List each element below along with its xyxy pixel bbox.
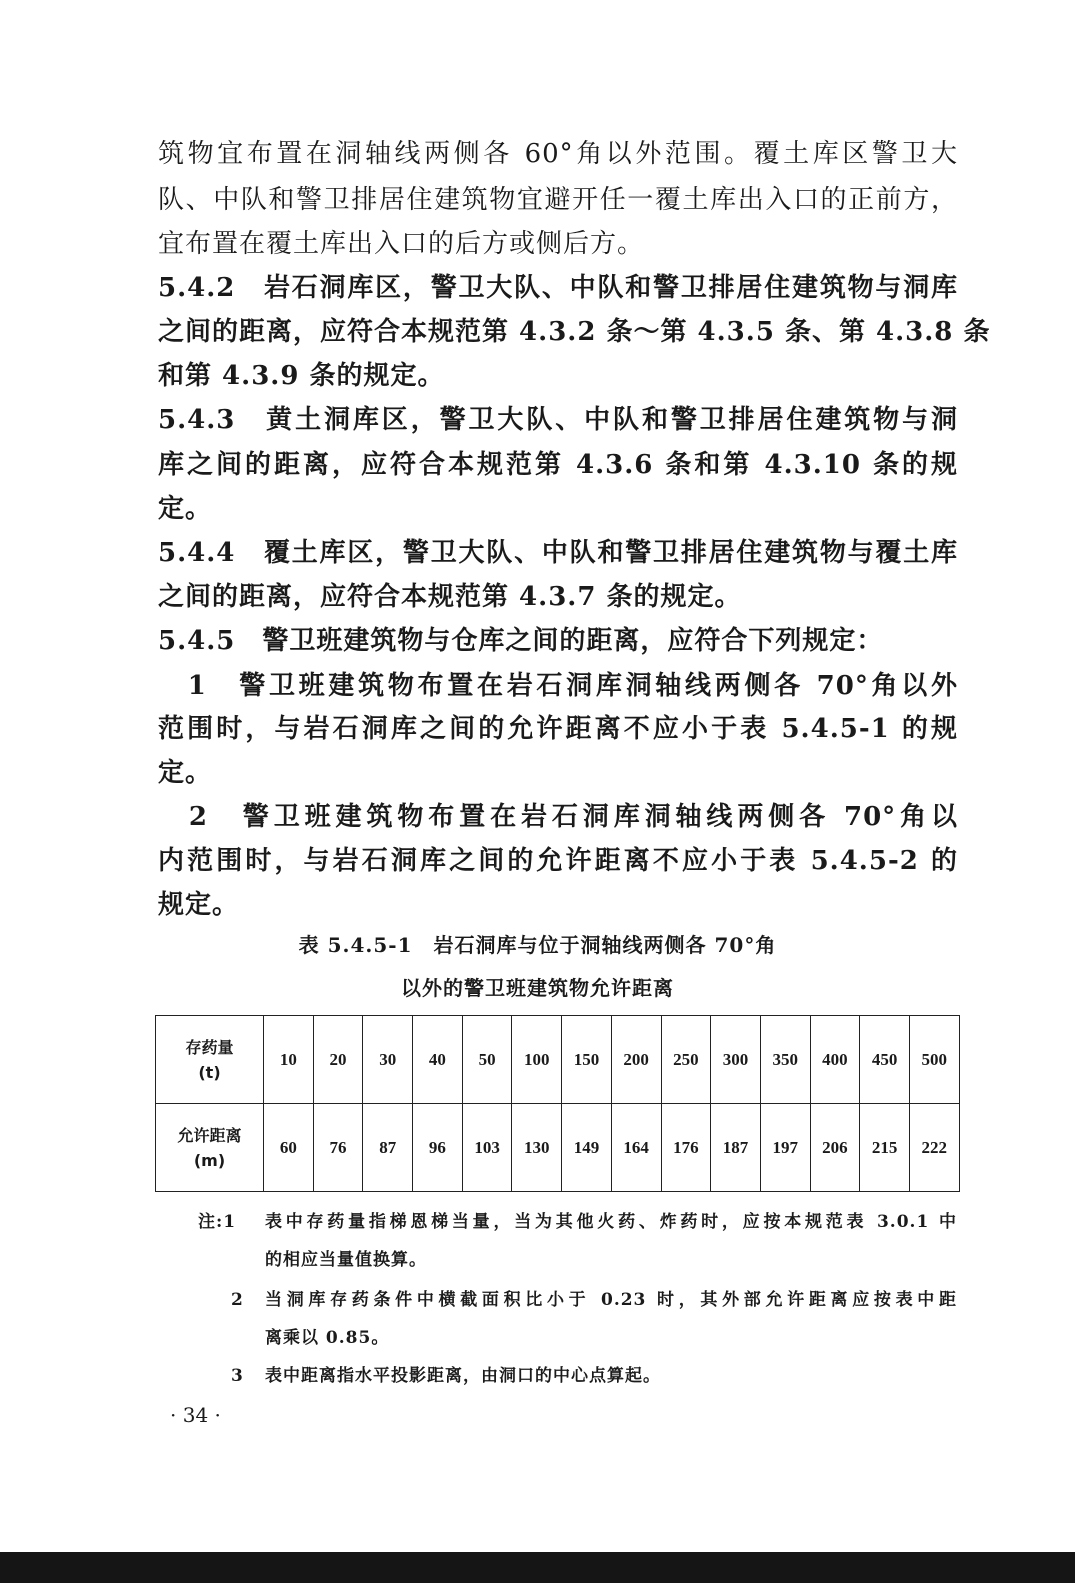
- table-cell: 206: [810, 1104, 860, 1192]
- notes-label: 注:1: [198, 1212, 237, 1232]
- table-cell: 60: [264, 1104, 314, 1192]
- table-cell: 400: [810, 1016, 860, 1104]
- table-cell: 222: [909, 1104, 959, 1192]
- table-cell: 176: [661, 1104, 711, 1192]
- note-3-number: 3: [231, 1366, 244, 1386]
- table-cell: 300: [711, 1016, 761, 1104]
- table-cell: 200: [611, 1016, 661, 1104]
- clause-5-4-2: 5.4.2 岩石洞库区，警卫大队、中队和警卫排居住建筑物与洞库: [158, 273, 958, 303]
- table-cell: 30: [363, 1016, 413, 1104]
- note-2-line-2: 离乘以 0.85。: [265, 1328, 390, 1348]
- item-1: 1 警卫班建筑物布置在岩石洞库洞轴线两侧各 70°角以外: [158, 671, 958, 701]
- table-cell: 103: [462, 1104, 512, 1192]
- row-header-text: 允许距离: [177, 1125, 242, 1145]
- body-line: 内范围时，与岩石洞库之间的允许距离不应小于表 5.4.5-2 的: [158, 846, 958, 876]
- table-cell: 450: [860, 1016, 910, 1104]
- table-cell: 150: [562, 1016, 612, 1104]
- item-2: 2 警卫班建筑物布置在岩石洞库洞轴线两侧各 70°角以: [158, 802, 958, 832]
- row-header-text: 存药量: [185, 1037, 234, 1057]
- body-line: 宜布置在覆土库出入口的后方或侧后方。: [158, 229, 645, 259]
- note-1-line-1: 表中存药量指梯恩梯当量，当为其他火药、炸药时，应按本规范表 3.0.1 中: [265, 1212, 957, 1232]
- table-cell: 130: [512, 1104, 562, 1192]
- table-cell: 350: [760, 1016, 810, 1104]
- table-cell: 10: [264, 1016, 314, 1104]
- row-header-quantity: [156, 1016, 264, 1104]
- table-cell: 215: [860, 1104, 910, 1192]
- table-caption: 表 5.4.5-1 岩石洞库与位于洞轴线两侧各 70°角: [298, 933, 777, 957]
- table-cell: 149: [562, 1104, 612, 1192]
- table-caption-line2: 以外的警卫班建筑物允许距离: [401, 976, 674, 1000]
- body-line: 之间的距离，应符合本规范第 4.3.7 条的规定。: [158, 582, 742, 612]
- body-line: 和第 4.3.9 条的规定。: [158, 361, 445, 391]
- distance-table: [155, 1015, 960, 1192]
- body-line: 定。: [158, 494, 213, 524]
- table-row-quantity: [156, 1016, 960, 1104]
- table-cell: 96: [413, 1104, 463, 1192]
- clause-5-4-5: 5.4.5 警卫班建筑物与仓库之间的距离，应符合下列规定：: [158, 626, 884, 656]
- clause-5-4-3: 5.4.3 黄土洞库区，警卫大队、中队和警卫排居住建筑物与洞: [158, 405, 958, 435]
- note-2-number: 2: [231, 1290, 244, 1310]
- table-cell: 500: [909, 1016, 959, 1104]
- note-2-line-1: 当洞库存药条件中横截面积比小于 0.23 时，其外部允许距离应按表中距: [265, 1290, 957, 1310]
- table-cell: 197: [760, 1104, 810, 1192]
- row-header-distance: [156, 1104, 264, 1192]
- clause-5-4-4: 5.4.4 覆土库区，警卫大队、中队和警卫排居住建筑物与覆土库: [158, 538, 958, 568]
- table-cell: 164: [611, 1104, 661, 1192]
- body-line: 队、中队和警卫排居住建筑物宜避开任一覆土库出入口的正前方，: [158, 185, 958, 215]
- table-cell: 87: [363, 1104, 413, 1192]
- table-cell: 40: [413, 1016, 463, 1104]
- table-cell: 76: [313, 1104, 363, 1192]
- scan-edge-bar: [0, 1552, 1075, 1583]
- table-cell: 20: [313, 1016, 363, 1104]
- table-row-distance: [156, 1104, 960, 1192]
- table-cell: 50: [462, 1016, 512, 1104]
- table-cell: 250: [661, 1016, 711, 1104]
- table-cell: 187: [711, 1104, 761, 1192]
- page-number: · 34 ·: [170, 1403, 221, 1427]
- body-line: 之间的距离，应符合本规范第 4.3.2 条～第 4.3.5 条、第 4.3.8 条: [158, 317, 991, 347]
- body-line: 库之间的距离，应符合本规范第 4.3.6 条和第 4.3.10 条的规: [158, 450, 958, 480]
- body-line: 定。: [158, 758, 213, 788]
- body-line: 规定。: [158, 890, 240, 920]
- body-line: 范围时，与岩石洞库之间的允许距离不应小于表 5.4.5-1 的规: [158, 714, 958, 744]
- note-3-line-1: 表中距离指水平投影距离，由洞口的中心点算起。: [265, 1366, 661, 1386]
- table-cell: 100: [512, 1016, 562, 1104]
- row-header-unit: (m): [193, 1150, 226, 1170]
- note-1-line-2: 的相应当量值换算。: [265, 1250, 427, 1270]
- row-header-unit: (t): [198, 1062, 221, 1082]
- body-line: 筑物宜布置在洞轴线两侧各 60°角以外范围。覆土库区警卫大: [158, 139, 958, 169]
